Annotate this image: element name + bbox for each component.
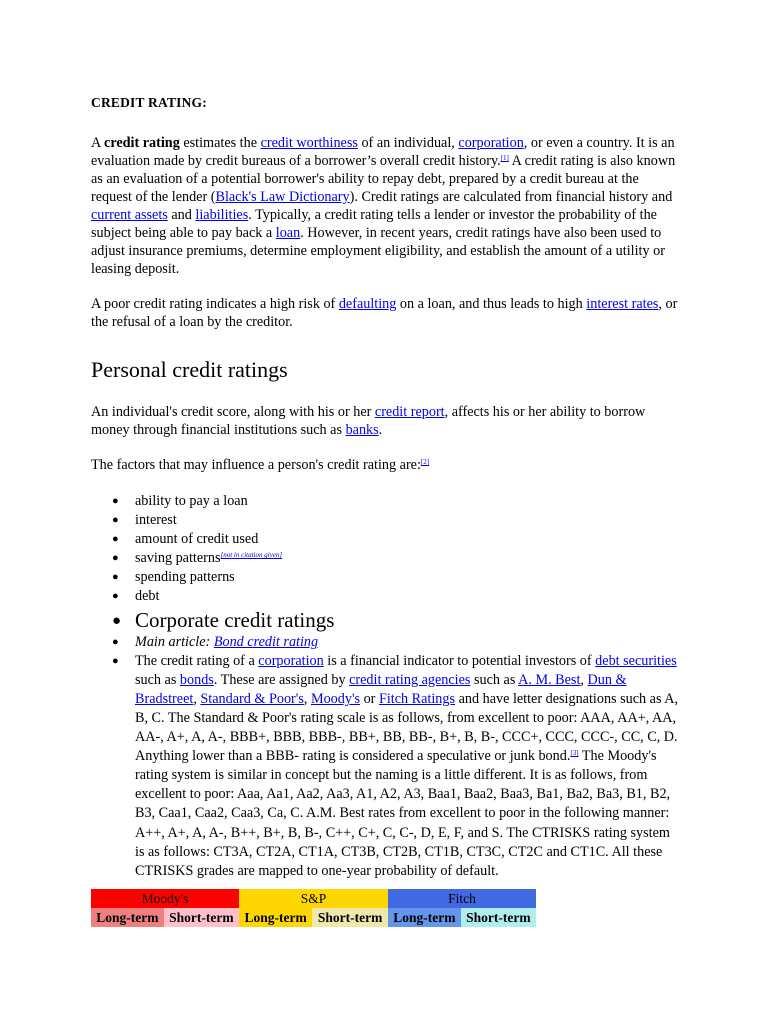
link-corporation[interactable]: corporation [458, 135, 524, 151]
sp-long-term: Long-term [239, 908, 312, 927]
bullet-icon: ● [112, 612, 122, 629]
link-am-best[interactable]: A. M. Best [518, 671, 581, 688]
poor-rating-paragraph: A poor credit rating indicates a high risk of defaulting on a loan, and thus leads to high interest rates, or the refusal of a loan by the creditor. [91, 296, 678, 330]
link-credit-report[interactable]: credit report [374, 404, 445, 420]
link-standard-poors[interactable]: Standard & Poor's [200, 690, 304, 707]
link-credit-worthiness[interactable]: credit worthiness [260, 135, 358, 151]
list-item: ● saving patterns[not in citation given] [91, 549, 681, 568]
bullet-icon: ● [112, 533, 119, 546]
moodys-short-term: Short-term [164, 908, 239, 927]
header-sp: S&P [239, 889, 388, 908]
main-article-note: ● Main article: Bond credit rating [91, 633, 681, 652]
article-body [91, 88, 681, 881]
header-moodys: Moody's [91, 889, 239, 908]
link-liabilities[interactable]: liabilities [195, 207, 249, 223]
moodys-long-term: Long-term [91, 908, 164, 927]
link-corporation-2[interactable]: corporation [258, 652, 324, 669]
factors-paragraph: The factors that may influence a person's credit rating are:[2] [91, 457, 430, 473]
intro-paragraph: A credit rating estimates the credit worthiness of an individual, corporation, or even a country. It is an evaluation made by credit bureaus of a borrower’s overall credit history.[1] A credit rating is also known as an evaluation of a potential borrower's ability to repay debt, prepared by a credit bureau at the request of the lender (Black's Law Dictionary). Credit ratings are calculated from financial history and current assets and liabilities. Typically, a credit rating tells a lender or investor the probability of the subject being able to pay back a loan. However, in recent years, credit ratings have also been used to adjust insurance premiums, determine employment eligibility, and establish the amount of a utility or leasing deposit. [91, 135, 676, 277]
table-row [91, 889, 536, 908]
link-credit-rating-agencies[interactable]: credit rating agencies [349, 671, 471, 688]
ref-link-2[interactable]: [2] [420, 458, 430, 466]
list-item: ● debt [91, 587, 681, 606]
document-title: CREDIT RATING: [91, 95, 207, 110]
link-loan[interactable]: loan [275, 225, 301, 241]
bullet-icon: ● [112, 514, 119, 527]
bullet-icon: ● [112, 654, 119, 667]
bullet-icon: ● [112, 552, 119, 565]
link-defaulting[interactable]: defaulting [338, 296, 397, 312]
link-fitch-ratings[interactable]: Fitch Ratings [378, 690, 456, 707]
factor-list [91, 492, 681, 881]
link-current-assets[interactable]: current assets [91, 207, 168, 223]
citation-needed-link[interactable]: [not in citation given] [220, 551, 283, 560]
list-item: ● amount of credit used [91, 530, 681, 549]
rating-table [91, 889, 536, 927]
personal-credit-heading: Personal credit ratings [91, 357, 288, 382]
bold-term: credit rating [104, 135, 180, 151]
table-row [91, 908, 536, 927]
link-blacks-law-dictionary[interactable]: Black's Law Dictionary [215, 189, 350, 205]
link-debt-securities[interactable]: debt securities [595, 652, 677, 669]
list-item: ● ability to pay a loan [91, 492, 681, 511]
link-bonds[interactable]: bonds [179, 671, 214, 688]
link-banks[interactable]: banks [345, 422, 379, 438]
corporate-credit-heading: ● Corporate credit ratings [112, 607, 335, 632]
ref-link-1[interactable]: [1] [500, 154, 509, 162]
fitch-short-term: Short-term [461, 908, 536, 927]
list-item: ● spending patterns [91, 568, 681, 587]
list-item: ● interest [91, 511, 681, 530]
personal-paragraph: An individual's credit score, along with his or her credit report, affects his or her ability to borrow money through financial institutions such as banks. [91, 404, 646, 438]
link-dun-bradstreet[interactable]: Dun & Bradstreet [135, 671, 627, 707]
bullet-icon: ● [112, 635, 119, 648]
link-moodys[interactable]: Moody's [310, 690, 361, 707]
link-bond-credit-rating[interactable]: Bond credit rating [213, 633, 319, 650]
header-fitch: Fitch [388, 889, 536, 908]
bullet-icon: ● [112, 495, 119, 507]
ref-link-3[interactable]: [3] [570, 749, 579, 758]
bullet-icon: ● [112, 571, 119, 584]
corporate-paragraph: ● The credit rating of a corporation is a financial indicator to potential investors of debt securities such as bonds. These are assigned by credit rating agencies such as A. M. Best, Dun & Bradstreet, Standard & Poor's, Moody's or Fitch Ratings and have letter designations such as A, B, C. The Standard & Poor's rating scale is as follows, from excellent to poor: AAA, AA+, AA, AA-, A+, A, A-, BBB+, BBB, BBB-, BB+, BB, BB-, B+, B, B-, CCC+, CCC, CCC-, CC, C, D. Anything lower than a BBB- rating is considered a speculative or junk bond.[3] The Moody's rating system is similar in concept but the naming is a little different. It is as follows, from excellent to poor: Aaa, Aa1, Aa2, Aa3, A1, A2, A3, Baa1, Baa2, Baa3, Ba1, Ba2, Ba3, B1, B2, B3, Caa1, Caa2, Caa3, Ca, C. A.M. Best rates from excellent to poor in the following manner: A++, A+, A, A-, B++, B+, B, B-, C++, C+, C, C-, D, E, F, and S. The CTRISKS rating system is as follows: CT3A, CT2A, CT1A, CT3B, CT2B, CT1B, CT3C, CT2C and CT1C. All these CTRISKS grades are mapped to one-year probability of default. [112, 652, 679, 879]
link-interest-rates[interactable]: interest rates [586, 296, 659, 312]
fitch-long-term: Long-term [388, 908, 461, 927]
bullet-icon: ● [112, 590, 119, 603]
sp-short-term: Short-term [312, 908, 388, 927]
